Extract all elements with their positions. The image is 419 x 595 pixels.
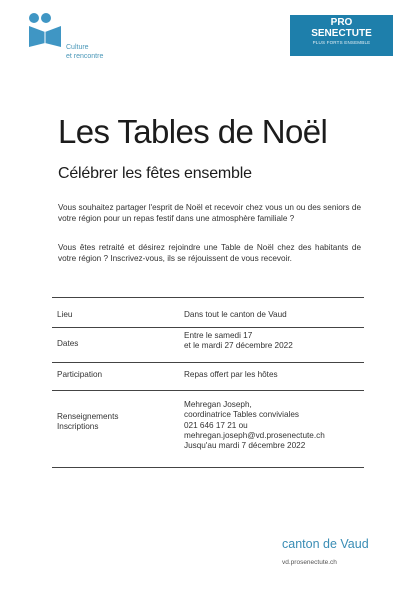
renseignements-label <box>57 412 118 433</box>
tagline <box>66 43 103 61</box>
culture-rencontre-logo-icon <box>28 13 63 47</box>
page-title: Les Tables de Noël <box>58 113 328 150</box>
lieu-label: Lieu <box>57 310 73 319</box>
intro-paragraph-2: Vous êtes retraité et désirez rejoindre une Table de Noël chez des habitants de votre région ? Inscrivez-vous, ils se réjouissent de vous recevoir. <box>58 243 361 263</box>
table-row-renseignements <box>52 390 364 468</box>
dates-value <box>184 331 293 352</box>
contact-email: mehregan.joseph@vd.prosenectute.ch <box>184 430 325 440</box>
dates-line-1: Entre le samedi 17 <box>184 331 253 340</box>
table-row-participation <box>52 362 364 390</box>
tagline-line-2: et rencontre <box>66 53 104 60</box>
pro-senectute-logo <box>290 15 393 56</box>
page-subtitle: Célébrer les fêtes ensemble <box>58 165 252 182</box>
info-table <box>52 297 364 468</box>
renseignements-label-line-2: Inscriptions <box>57 422 99 432</box>
dates-label: Dates <box>57 339 79 348</box>
brand-slogan: PLUS FORTS ENSEMBLE <box>312 40 371 45</box>
dates-line-2: et le mardi 27 décembre 2022 <box>184 341 293 351</box>
renseignements-label-line-1: Renseignements <box>57 412 119 421</box>
brand-line-1: PRO <box>330 17 353 28</box>
registration-deadline: Jusqu'au mardi 7 décembre 2022 <box>184 441 306 451</box>
footer-url: vd.prosenectute.ch <box>282 559 337 566</box>
participation-value: Repas offert par les hôtes <box>184 370 278 379</box>
lieu-value: Dans tout le canton de Vaud <box>184 310 287 319</box>
intro-paragraph-1: Vous souhaitez partager l'esprit de Noël et recevoir chez vous un ou des seniors de votre région pour un repas festif dans une atmosphère familiale ? <box>58 203 361 223</box>
contact-name: Mehregan Joseph, <box>184 400 252 409</box>
contact-role: coordinatrice Tables conviviales <box>184 410 299 420</box>
table-row-lieu <box>52 297 364 327</box>
participation-label: Participation <box>57 370 103 379</box>
brand-line-2: SENECTUTE <box>311 28 372 39</box>
renseignements-value <box>184 400 325 451</box>
contact-phone: 021 646 17 21 ou <box>184 420 248 430</box>
footer-region: canton de Vaud <box>282 537 369 551</box>
table-row-dates <box>52 327 364 362</box>
tagline-line-1: Culture <box>66 44 89 51</box>
